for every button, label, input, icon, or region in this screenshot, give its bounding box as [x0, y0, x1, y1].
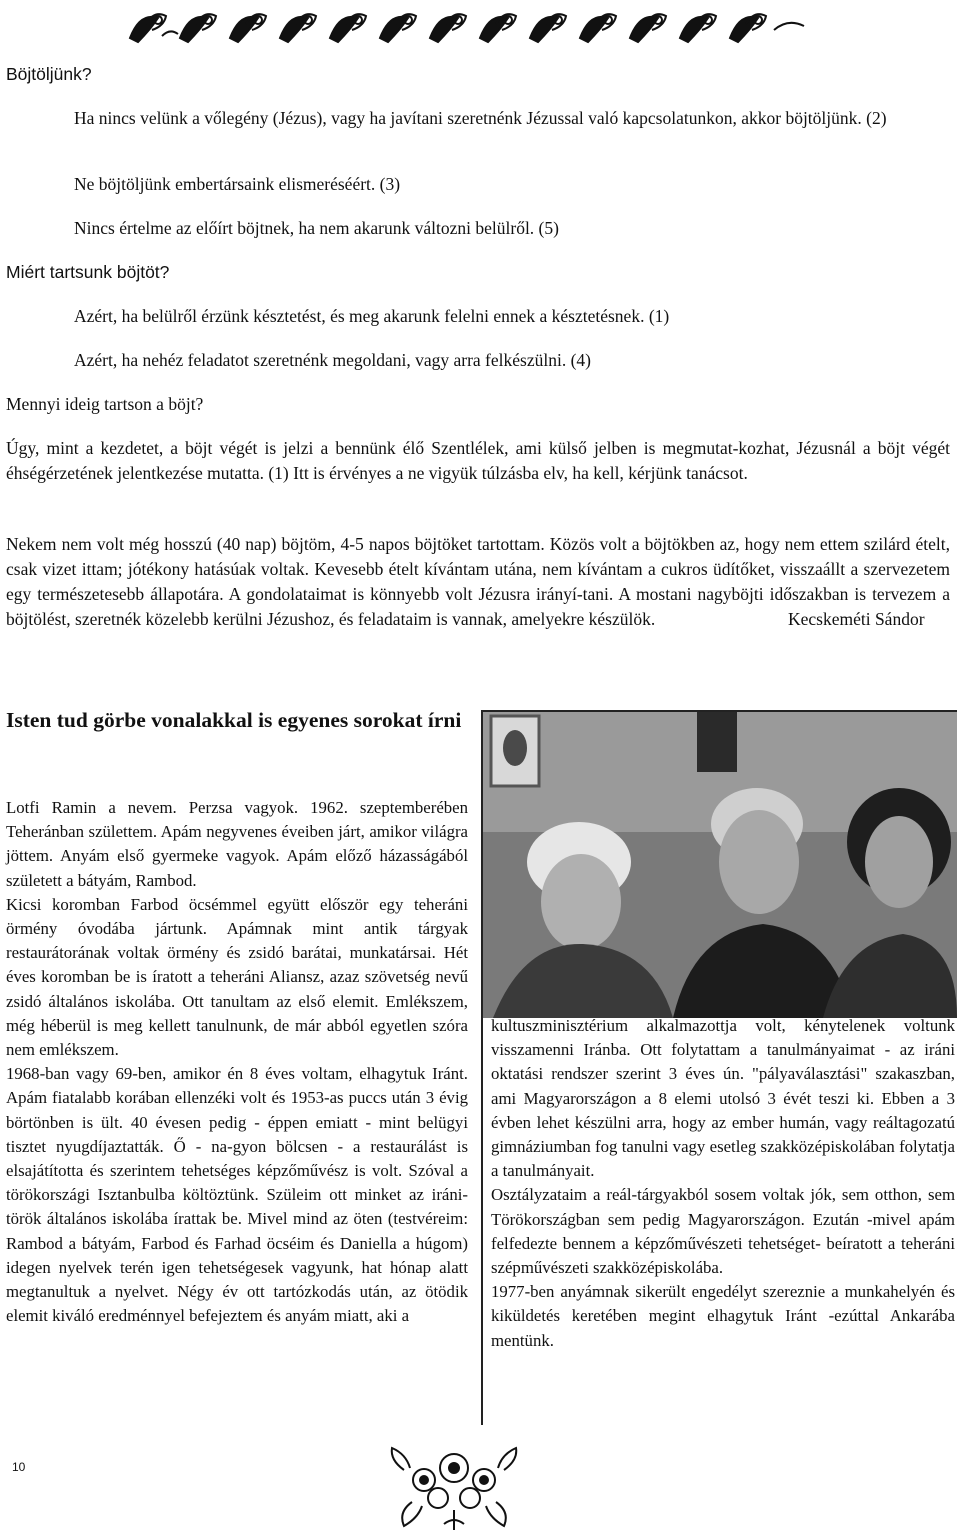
paragraph-reason-2: Azért, ha nehéz feladatot szeretnénk megoldani, vagy arra felkészülni. (4): [74, 350, 591, 370]
family-photo: [483, 712, 957, 1018]
article-title: Isten tud görbe vonalakkal is egyenes sorokat írni: [6, 708, 462, 732]
question-heading-2: Miért tartsunk böjtöt?: [6, 262, 170, 282]
article-paragraph: Osztályzataim a reál-tárgyakból sosem voltak jók, sem otthon, sem Törökországban sem pedig Magyarországon. Ezután -mivel apám felfedezte bennem a képzőművészeti tehetséget- beíratott a teheráni szépművészeti szakközépiskolába.: [491, 1185, 955, 1278]
paragraph-not-for-recognition: Ne böjtöljünk embertársaink elismeréséért. (3): [74, 174, 401, 194]
paragraph-personal-experience: [6, 532, 950, 632]
article-left-column: [6, 796, 468, 1328]
paragraph-no-sense: Nincs értelme az előírt böjtnek, ha nem akarunk változni belülről. (5): [74, 218, 559, 238]
question-heading-1: Böjtöljünk?: [6, 64, 92, 84]
article-paragraph: kultuszminisztérium alkalmazottja volt, kénytelenek voltunk visszamenni Iránba. Ott folytattam a tanulmányaimat - az iráni oktatási rendszer szerint 3 éves ún. "pályaválasztási" szakaszban, ami Magyarországon a 8 elemi utolsó 3 évét teszi ki. Ebben a 3 évben lehet készülni arra, hogy az ember humán, vagy reáltagozatú gimnáziumban fog tanulni vagy esetleg szakközépiskolában folytatja a tanulmányait.: [491, 1016, 955, 1181]
article-paragraph: Kicsi koromban Farbod öcsémmel együtt először egy teheráni örmény óvodába jártunk. Apámnak mint antik tárgyak restaurátorának voltak örmény és zsidó barátai, munkatársai. Hét éves koromban be is íratott a teheráni Aliansz, azaz szövetség nevű zsidó általános iskolába. Ott tanultam az első elemit. Emlékszem, még héberül is meg kellett tanulnunk, de már abból egyetlen szóra nem emlékszem.: [6, 894, 468, 1060]
paragraph-fast-when: Ha nincs velünk a vőlegény (Jézus), vagy ha javítani szeretnénk Jézussal való kapcsolatunkon, akkor böjtöljünk. (2): [74, 108, 887, 128]
question-heading-3: Mennyi ideig tartson a böjt?: [6, 394, 204, 414]
paragraph-fast-end: Úgy, mint a kezdetet, a böjt végét is jelzi a bennünk élő Szentlélek, ami külső jelben is megmutat-kozhat, Jézusnál a böjt végét éhségérzetének jelentkezése mutatta. (1) Itt is érvényes a ne vigyük túlzásba elv, ha kell, kérjünk tanácsot.: [6, 438, 950, 483]
flower-bouquet-ornament: [384, 1440, 524, 1532]
author-signature: Kecskeméti Sándor: [787, 609, 925, 629]
paragraph-personal-text: Nekem nem volt még hosszú (40 nap) böjtöm, 4-5 napos böjtöket tartottam. Közös volt a böjtökben az, hogy nem ettem szilárd ételt, csak vizet ittam; jótékony hatásúak voltak. Kevesebb ételt kívántam utána, nem kívántam a cukros üdítőket, visszaállt a szervezetem egy természetesebb állapotára. A gondolataimat is könnyebb volt Jézusra irányí-tani. A mostani nagyböjti időszakban is tervezem a böjtölést, szeretnék közelebb kerülni Jézushoz, és feladataim is vannak, amelyekre készülök.: [6, 534, 950, 629]
article-paragraph: Lotfi Ramin a nevem. Perzsa vagyok. 1962. szeptemberében Teheránban születtem. Apám negyvenes éveiben járt, amikor világra jöttem. Anyám első gyermeke vagyok. Apám előző házasságából született a bátyám, Rambod.: [6, 798, 468, 890]
flower-border-ornament: [128, 4, 808, 48]
article-paragraph: 1968-ban vagy 69-ben, amikor én 8 éves voltam, elhagytuk Iránt. Apám fiatalabb korában ellenzéki volt és 1953-as puccs után 3 évig börtönben is ült. 40 évesen pedig - éppen emiatt - mint belügyi tisztet nyugdíjaztatták. Ő - na-gyon bölcsen - a restaurálást is elsajátította és szerintem tehetséges képzőművész is volt. Szóval a törökországi Isztanbulba költöztünk. Szüleim ott minket az iráni-török általános iskolába írattak be. Mivel mind az öten (testvéreim: Rambod a bátyám, Farbod és Farhad öcséim és Daniella a húgom) idegen nyelvek terén igen tehetségesek vagyunk, hat hónap alatt megtanultuk a nyelvet. Négy év ott tartózkodás után, az ötödik elemit kiváló eredménnyel befejeztem és anyám miatt, aki a: [6, 1064, 468, 1326]
page-number: 10: [12, 1460, 26, 1474]
paragraph-reason-1: Azért, ha belülről érzünk késztetést, és meg akarunk felelni ennek a késztetésnek. (1): [74, 306, 670, 326]
article-paragraph: 1977-ben anyámnak sikerült engedélyt szereznie a munkahelyén és kiküldetés keretében megint elhagytuk Iránt -ezúttal Ankarába mentünk.: [491, 1282, 955, 1350]
article-right-column: [491, 1014, 955, 1353]
